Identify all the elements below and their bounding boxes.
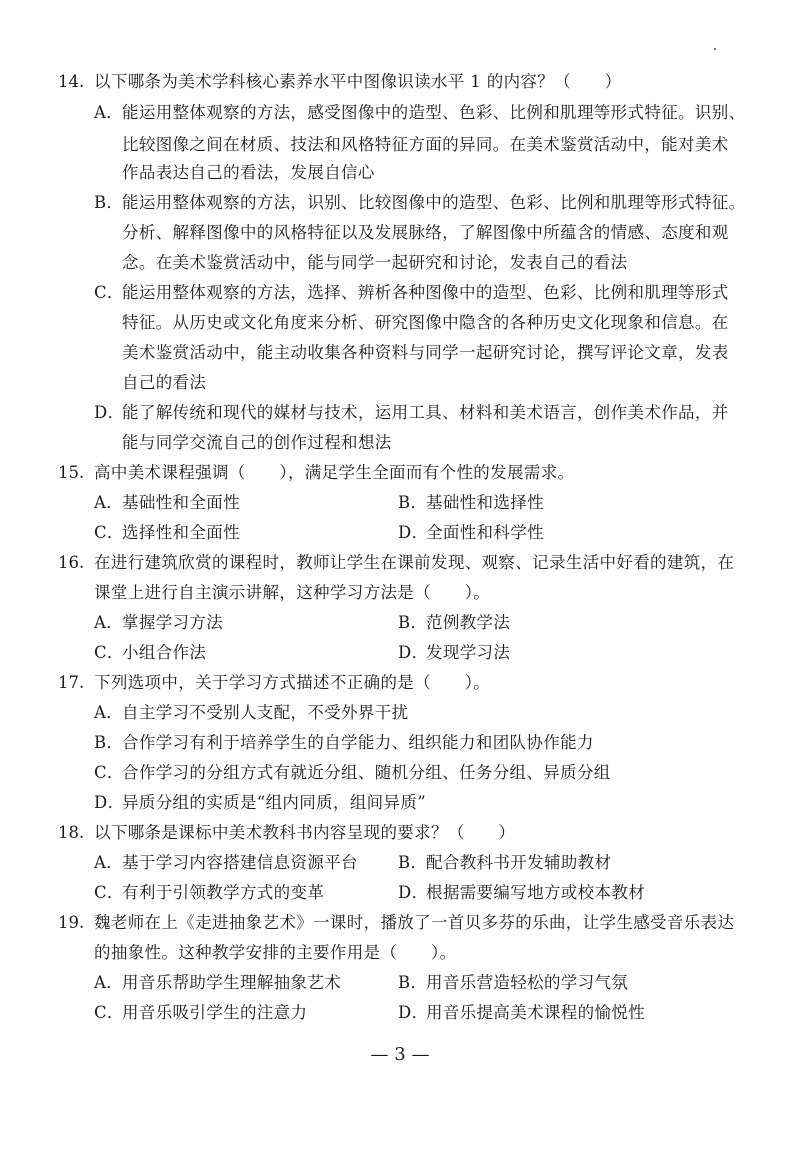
question-number: 17. <box>58 673 85 692</box>
option-letter-a: A． <box>94 973 124 992</box>
option-letter-c: C． <box>94 763 124 782</box>
option-a-text: 作品表达自己的看法，发展自信心 <box>122 163 375 182</box>
option-b-text: 分析、解释图像中的风格特征以及发展脉络，了解图像中所蕴含的情感、态度和观 <box>122 223 729 242</box>
option-b-text: 用音乐营造轻松的学习气氛 <box>426 973 629 992</box>
option-letter-d: D． <box>398 643 429 662</box>
option-letter-d: D． <box>94 793 125 812</box>
option-c-text: 美术鉴赏活动中，能主动收集各种资料与同学一起研究讨论，撰写评论文章，发表 <box>122 343 729 362</box>
option-letter-c: C． <box>94 523 124 542</box>
option-b-text: 念。在美术鉴赏活动中，能与同学一起研究和讨论，发表自己的看法 <box>122 253 628 272</box>
question-number: 18. <box>58 823 85 842</box>
option-c-text: 有利于引领教学方式的变革 <box>122 883 325 902</box>
option-a-text: 基于学习内容搭建信息资源平台 <box>122 853 358 872</box>
question-stem: 以下哪条为美术学科核心素养水平中图像识读水平 1 的内容？（ ） <box>94 72 622 91</box>
question-stem: 高中美术课程强调（ ），满足学生全面而有个性的发展需求。 <box>94 463 575 482</box>
option-letter-d: D． <box>398 1003 429 1022</box>
option-letter-a: A． <box>94 493 124 512</box>
option-a-text: 比较图像之间在材质、技法和风格特征方面的异同。在美术鉴赏活动中，能对美术 <box>122 135 729 154</box>
question-stem: 以下哪条是课标中美术教科书内容呈现的要求？（ ） <box>94 823 516 842</box>
option-a-text: 掌握学习方法 <box>122 613 224 632</box>
option-letter-b: B． <box>398 493 428 512</box>
option-c-text: 特征。从历史或文化角度来分析、研究图像中隐含的各种历史文化现象和信息。在 <box>122 313 729 332</box>
question-number: 14. <box>58 72 85 91</box>
option-letter-c: C． <box>94 643 124 662</box>
question-stem: 魏老师在上《走进抽象艺术》一课时，播放了一首贝多芬的乐曲，让学生感受音乐表达 <box>94 913 735 932</box>
option-a-text: 能运用整体观察的方法，感受图像中的造型、色彩、比例和肌理等形式特征。识别、 <box>122 103 746 122</box>
scan-speck <box>714 48 716 50</box>
option-letter-b: B． <box>94 193 124 212</box>
option-letter-b: B． <box>398 613 428 632</box>
option-letter-c: C． <box>94 883 124 902</box>
option-letter-b: B． <box>398 853 428 872</box>
question-stem: 课堂上进行自主演示讲解，这种学习方法是（ ）。 <box>94 583 491 602</box>
option-c-text: 合作学习的分组方式有就近分组、随机分组、任务分组、异质分组 <box>122 763 611 782</box>
option-letter-a: A． <box>94 853 124 872</box>
question-number: 19. <box>58 913 85 932</box>
option-d-text: 根据需要编写地方或校本教材 <box>426 883 646 902</box>
option-d-text: 异质分组的实质是“组内同质，组间异质” <box>122 793 427 812</box>
option-d-text: 能与同学交流自己的创作过程和想法 <box>122 433 392 452</box>
option-a-text: 用音乐帮助学生理解抽象艺术 <box>122 973 342 992</box>
option-d-text: 全面性和科学性 <box>426 523 544 542</box>
option-d-text: 能了解传统和现代的媒材与技术，运用工具、材料和美术语言，创作美术作品，并 <box>122 403 729 422</box>
page-number: — 3 — <box>370 1044 430 1065</box>
option-letter-a: A． <box>94 103 124 122</box>
question-stem: 的抽象性。这种教学安排的主要作用是（ ）。 <box>94 943 457 962</box>
option-b-text: 合作学习有利于培养学生的自学能力、组织能力和团队协作能力 <box>122 733 594 752</box>
option-d-text: 用音乐提高美术课程的愉悦性 <box>426 1003 646 1022</box>
option-b-text: 范例教学法 <box>426 613 511 632</box>
option-c-text: 能运用整体观察的方法，选择、辨析各种图像中的造型、色彩、比例和肌理等形式 <box>122 283 729 302</box>
option-b-text: 能运用整体观察的方法，识别、比较图像中的造型、色彩、比例和肌理等形式特征。 <box>122 193 746 212</box>
option-b-text: 基础性和选择性 <box>426 493 544 512</box>
question-number: 16. <box>58 553 85 572</box>
option-c-text: 小组合作法 <box>122 643 207 662</box>
option-c-text: 选择性和全面性 <box>122 523 240 542</box>
option-letter-d: D． <box>398 523 429 542</box>
option-letter-c: C． <box>94 1003 124 1022</box>
option-a-text: 自主学习不受别人支配，不受外界干扰 <box>122 703 409 722</box>
option-c-text: 用音乐吸引学生的注意力 <box>122 1003 308 1022</box>
question-number: 15. <box>58 463 85 482</box>
option-letter-a: A． <box>94 613 124 632</box>
question-stem: 下列选项中，关于学习方式描述不正确的是（ ）。 <box>94 673 491 692</box>
option-letter-d: D． <box>94 403 125 422</box>
option-b-text: 配合教科书开发辅助教材 <box>426 853 612 872</box>
option-letter-b: B． <box>398 973 428 992</box>
option-letter-d: D． <box>398 883 429 902</box>
option-letter-a: A． <box>94 703 124 722</box>
option-letter-b: B． <box>94 733 124 752</box>
option-a-text: 基础性和全面性 <box>122 493 240 512</box>
option-c-text: 自己的看法 <box>122 373 207 392</box>
option-letter-c: C． <box>94 283 124 302</box>
option-d-text: 发现学习法 <box>426 643 511 662</box>
question-stem: 在进行建筑欣赏的课程时，教师让学生在课前发现、观察、记录生活中好看的建筑，在 <box>94 553 735 572</box>
